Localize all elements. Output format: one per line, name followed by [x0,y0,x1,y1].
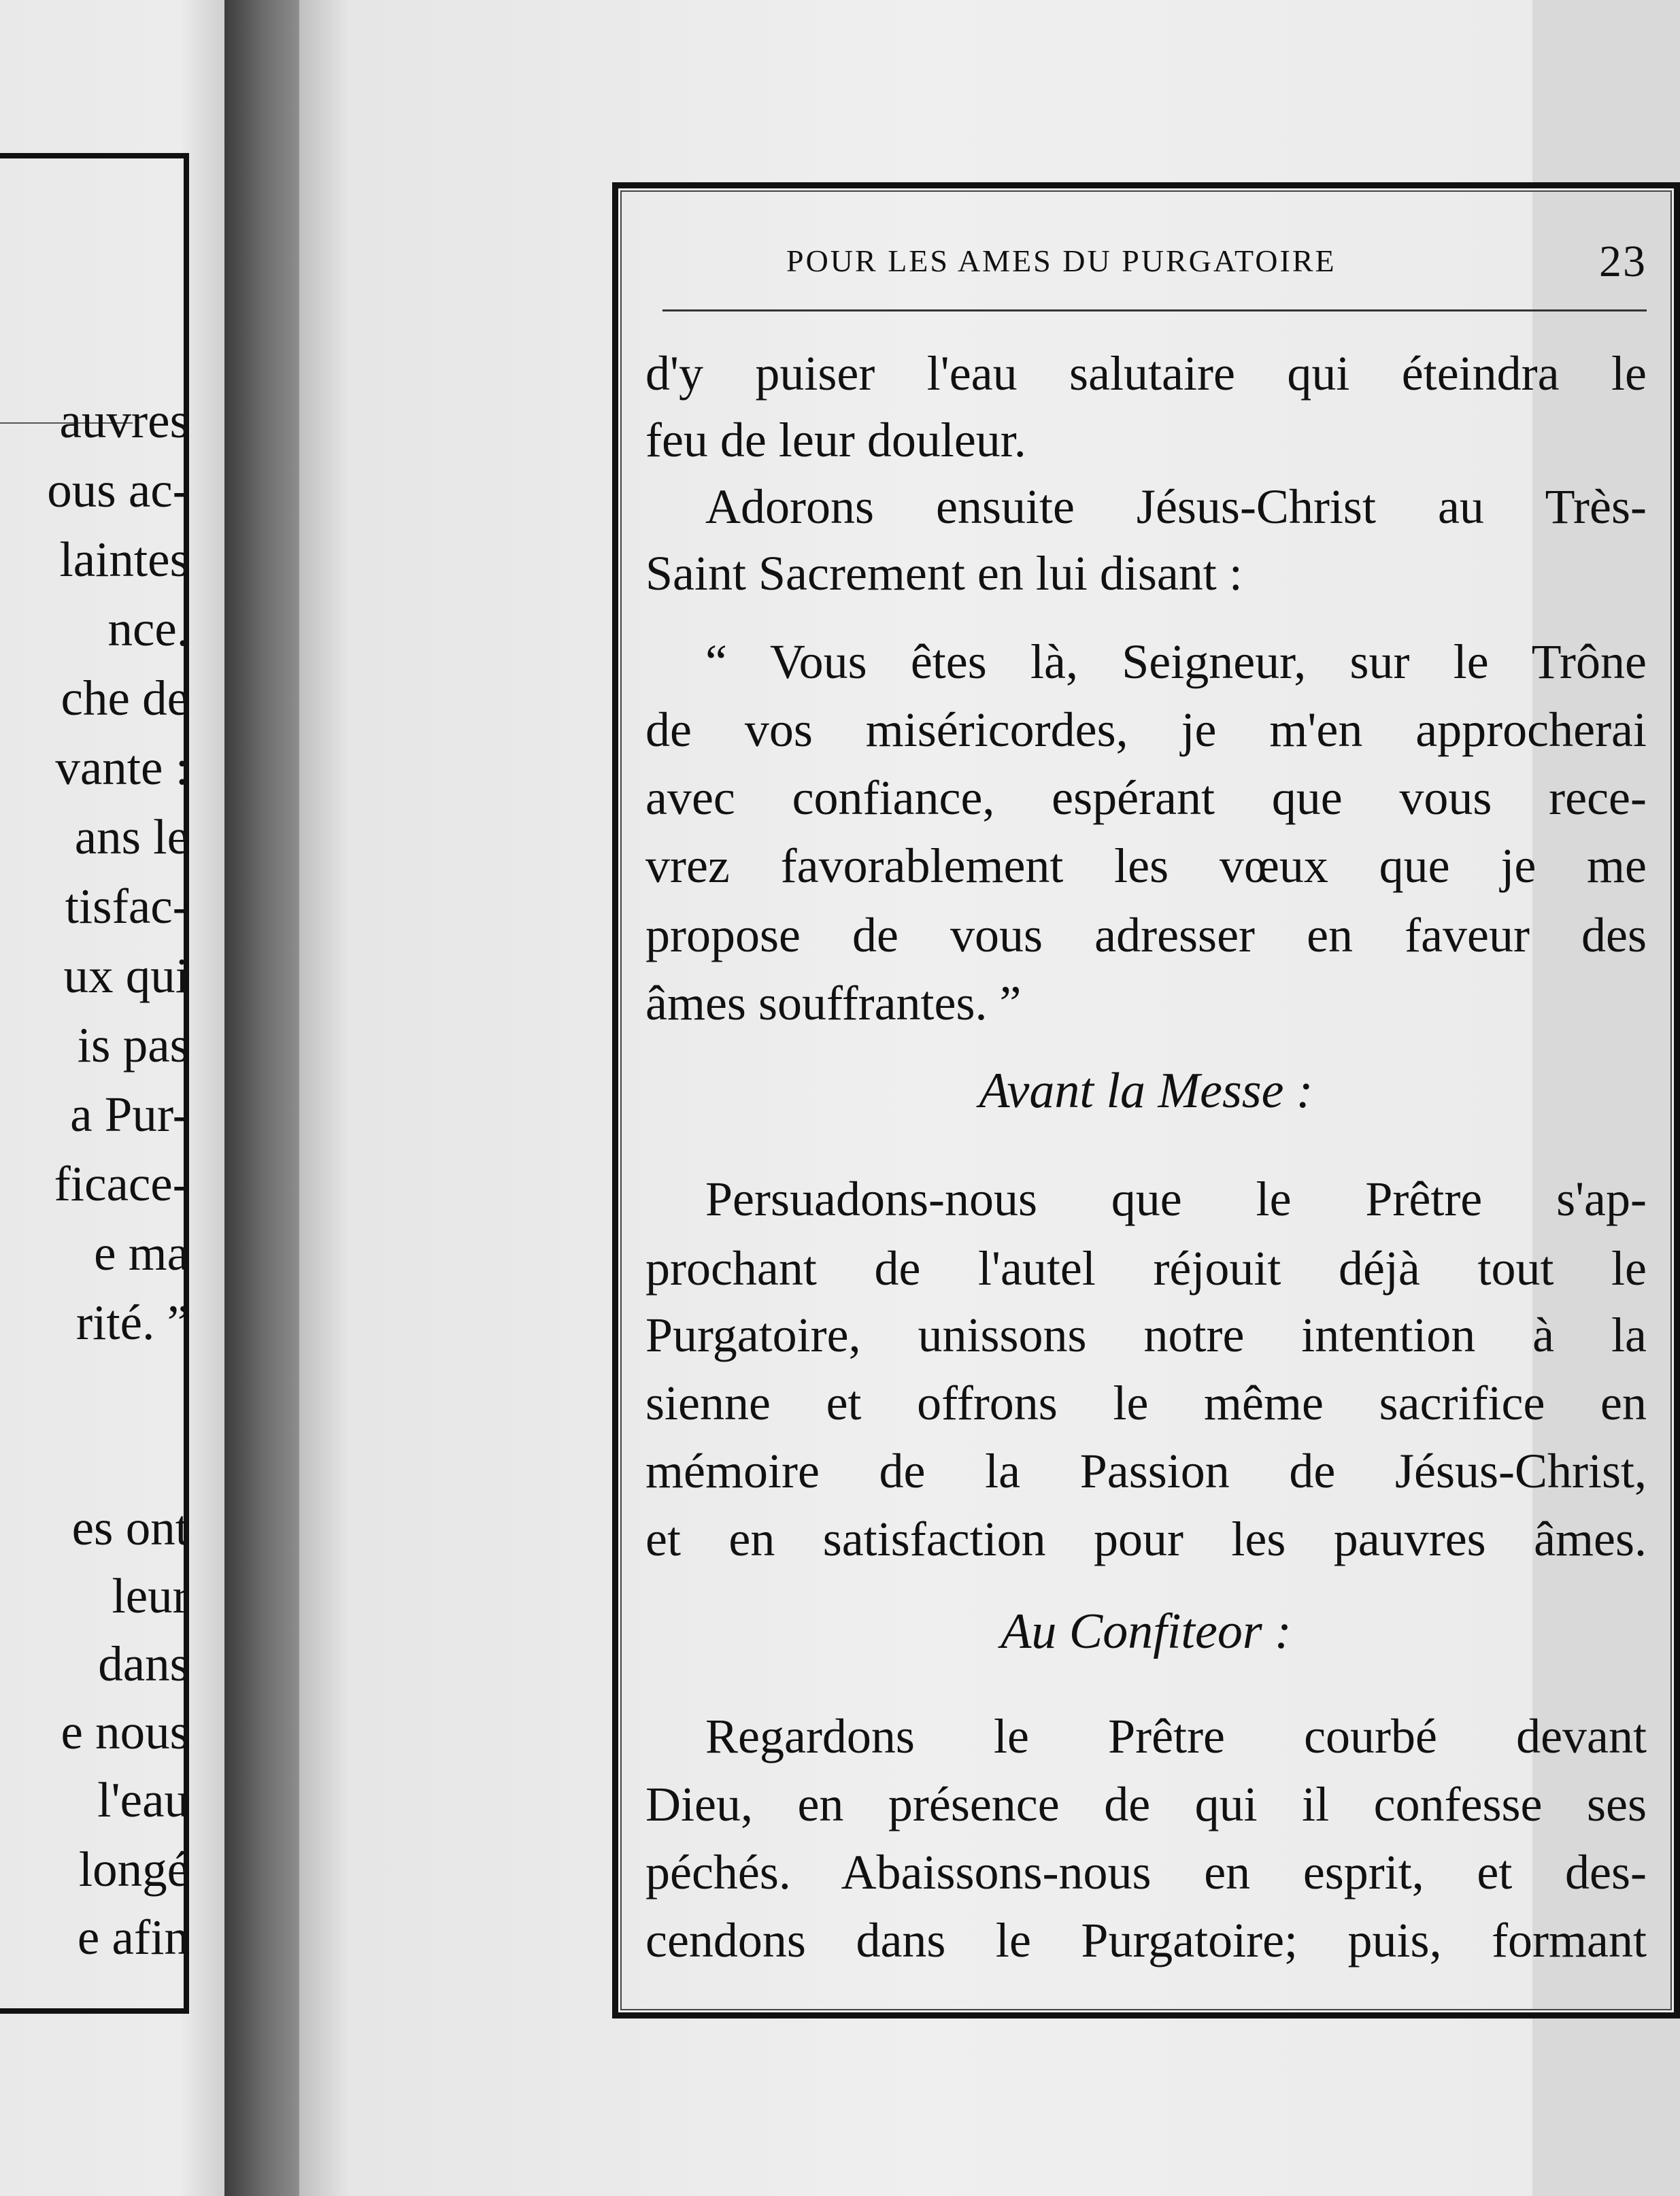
text-line: sienne et offrons le même sacrifice en [645,1376,1647,1430]
previous-page-line: leur [112,1568,189,1623]
previous-page-line: vante : [55,740,189,795]
previous-page-line: ans le [74,809,189,864]
previous-page-line: che de [61,671,189,726]
text-line: et en satisfaction pour les pauvres âmes. [645,1512,1647,1566]
text-line: propose de vous adresser en faveur des [645,908,1647,962]
previous-page-line: auvres [59,393,189,448]
text-line: Dieu, en présence de qui il confesse ses [645,1777,1647,1831]
previous-page-line: laintes [59,532,189,587]
page-header [618,222,1674,284]
book-page [299,0,1647,2196]
text-line: prochant de l'autel réjouit déjà tout le [645,1241,1647,1296]
text-line: d'y puiser l'eau salutaire qui éteindra le [645,346,1647,401]
previous-page-line: e ma [94,1226,189,1281]
previous-page [0,0,224,2196]
previous-page-line: is pas [77,1017,189,1072]
text-line: Regardons le Prêtre courbé devant [705,1709,1647,1763]
previous-page-line: es ont [71,1500,189,1555]
previous-page-line: l'eau [97,1772,189,1827]
text-line: feu de leur douleur. [645,413,1026,467]
text-line: âmes souffrantes. ” [645,976,1022,1030]
text-line: vrez favorablement les vœux que je me [645,839,1647,893]
text-line: cendons dans le Purgatoire; puis, formant [645,1913,1647,1967]
text-line: de vos miséricordes, je m'en approcherai [645,703,1647,757]
page-frame [612,182,1680,2018]
header-rule [662,309,1647,311]
previous-page-line: e afin [77,1910,189,1965]
previous-page-line: dans [98,1636,189,1691]
text-line: mémoire de la Passion de Jésus-Christ, [645,1444,1647,1498]
text-line: Purgatoire, unissons notre intention à la [645,1308,1647,1362]
previous-page-line: ux qui [63,948,189,1003]
text-line: avec confiance, espérant que vous rece- [645,771,1647,825]
page-number: 23 [1599,237,1647,286]
section-heading: Au Confiteor : [1001,1604,1292,1659]
previous-page-line: nce. [107,601,189,656]
previous-page-line: rité. ” [75,1295,189,1350]
previous-page-line: a Pur- [70,1087,189,1142]
text-line: Saint Sacrement en lui disant : [645,546,1243,601]
previous-page-line: longé [78,1842,189,1897]
text-line: “ Vous êtes là, Seigneur, sur le Trône [705,635,1647,689]
text-line: Adorons ensuite Jésus-Christ au Très- [705,479,1647,534]
previous-page-line: tisfac- [65,879,189,934]
previous-page-line: ous ac- [47,462,189,518]
previous-page-line: e nous [61,1704,189,1759]
text-line: péchés. Abaissons-nous en esprit, et des- [645,1845,1647,1899]
previous-page-line: ficace- [54,1156,189,1211]
running-title: POUR LES AMES DU PURGATOIRE [786,243,1337,278]
text-line: Persuadons-nous que le Prêtre s'ap- [705,1172,1647,1226]
section-heading: Avant la Messe : [979,1063,1313,1119]
